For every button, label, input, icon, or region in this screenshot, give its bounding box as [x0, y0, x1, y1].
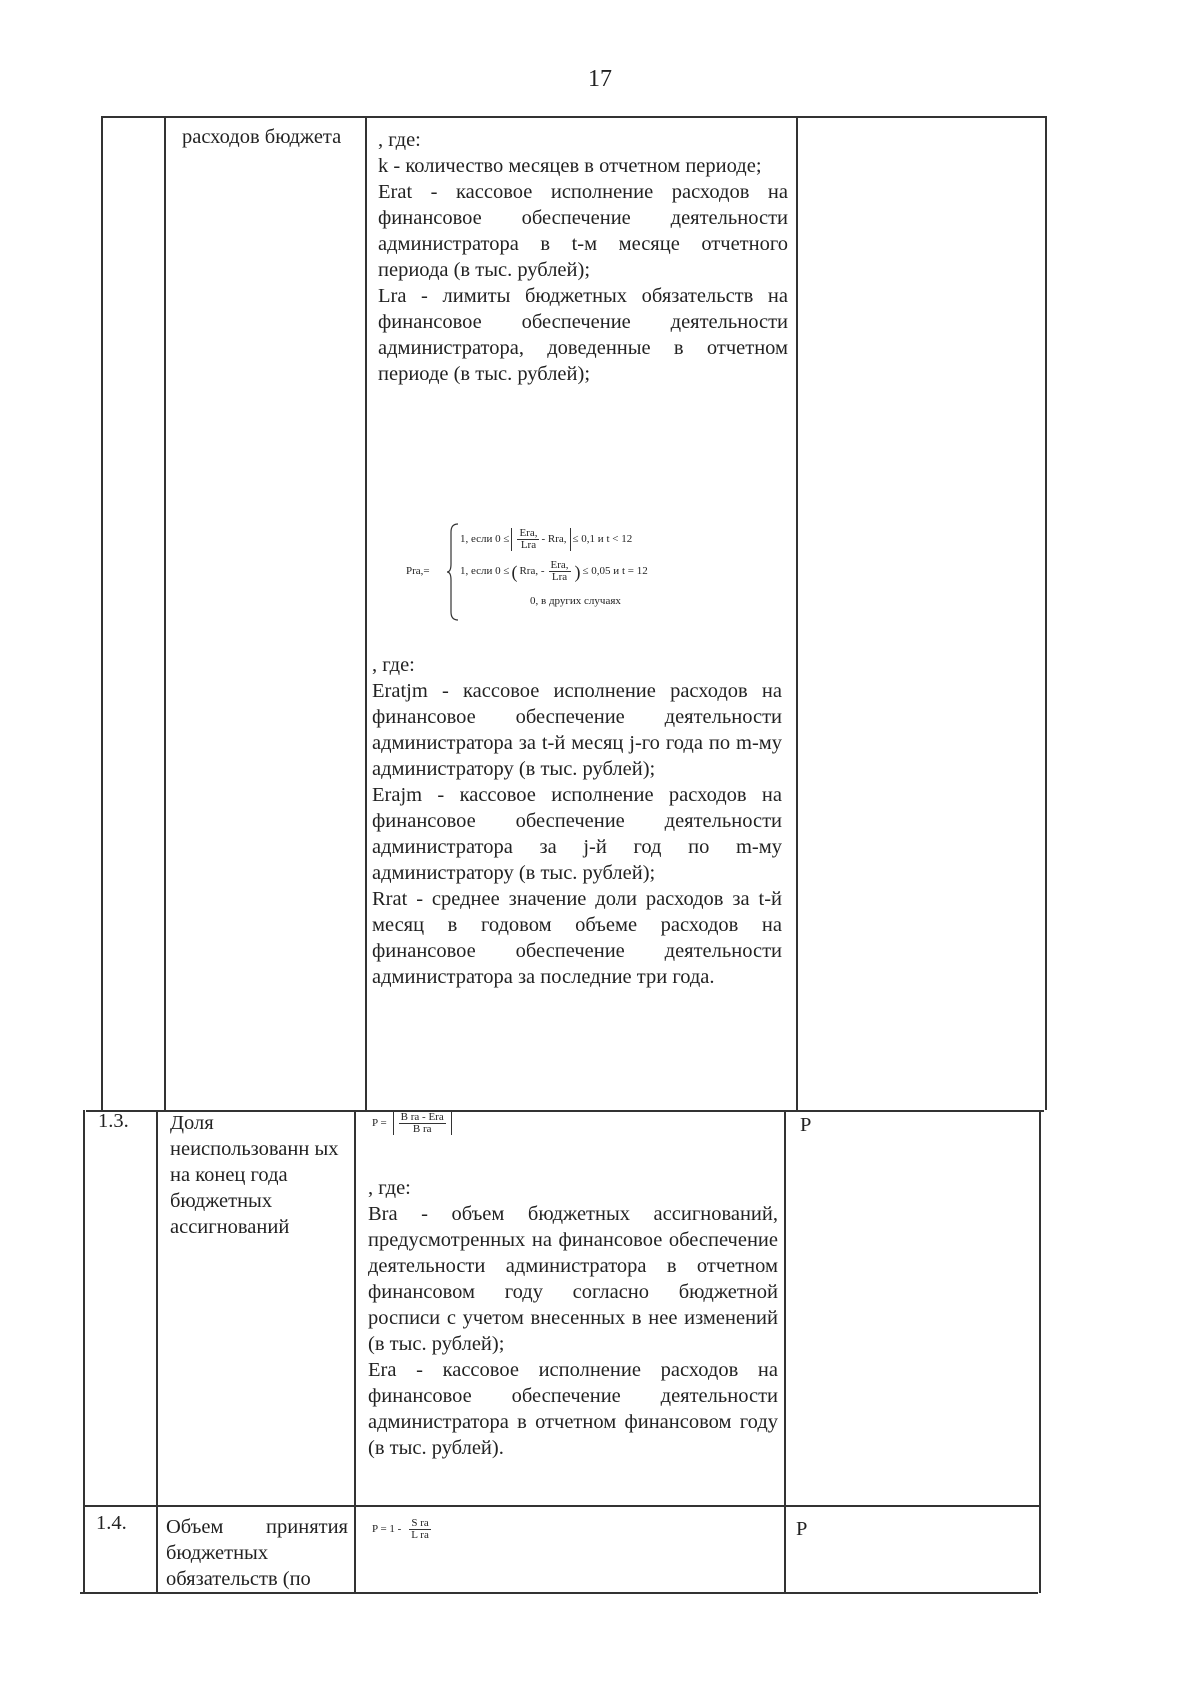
description-paragraph: Erat - кассовое исполнение расходов на финансовое обеспечение деятельности администратора в t-м месяце отчетного периода (в тыс. рублей); — [378, 181, 788, 281]
indicator-unit: P — [800, 1114, 812, 1136]
frac-denominator: B ra — [412, 1123, 432, 1135]
condition-text: ≤ 0,05 и t = 12 — [582, 565, 648, 577]
frac-numerator: S ra — [411, 1517, 429, 1529]
formula-cell — [368, 1175, 778, 1461]
brace-icon — [446, 522, 460, 622]
frac-denominator: Lra — [551, 571, 568, 583]
frac-denominator: Lra — [520, 539, 537, 551]
description-paragraph: , где: — [372, 654, 415, 676]
formula-lhs: Pra,= — [406, 565, 430, 577]
column-divider — [156, 1110, 158, 1593]
table-right-border — [1045, 116, 1047, 1110]
formula-cell — [378, 127, 788, 387]
abs-value — [393, 1112, 452, 1135]
table-bottom-border — [80, 1592, 1038, 1594]
formula-1-3 — [372, 1112, 452, 1135]
column-divider — [784, 1110, 786, 1593]
indicator-name: Доля неиспользованн ых на конец года бюджетных ассигнований — [170, 1112, 339, 1238]
formula-term: - Rra, — [541, 533, 567, 545]
formula-term: Rra, - — [519, 565, 545, 577]
frac-numerator: B ra - Era — [400, 1111, 444, 1123]
page-number: 17 — [588, 66, 612, 92]
description-paragraph: , где: — [378, 129, 421, 151]
column-divider — [796, 116, 798, 1110]
table-top-border — [101, 116, 1046, 118]
indicator-unit: P — [796, 1518, 808, 1540]
piecewise-formula: Pra,= 1, если 0 ≤ $\frac{\text{Era,}}{\text{Lra}}$ - Rra, ≤ 0,1 и t < 12 1, если 0 ≤ ( Rra, - $\frac{\text{Era,}}{\text{Lra}}$ ) ≤ 0,05 и t = 12 0, в других случаях — [404, 522, 774, 622]
table-right-border — [1039, 1110, 1041, 1593]
formula-1-4 — [372, 1518, 433, 1541]
description-paragraph: Era - кассовое исполнение расходов на финансовое обеспечение деятельности администратора в отчетном финансовом году (в тыс. рублей). — [368, 1359, 778, 1459]
indicator-name-cell — [166, 1514, 348, 1592]
abs-value — [511, 528, 570, 551]
column-divider — [365, 116, 367, 1110]
indicator-name: Объем принятия бюджетных обязательств (по — [166, 1516, 348, 1590]
row-number: 1.3. — [98, 1110, 129, 1132]
column-divider — [354, 1110, 356, 1593]
description-paragraph: Lra - лимиты бюджетных обязательств на финансовое обеспечение деятельности администратора, доведенные в отчетном периоде (в тыс. рублей); — [378, 285, 788, 385]
table-row-divider — [83, 1505, 1041, 1507]
indicator-name-cell — [182, 124, 352, 150]
condition-text: 1, если 0 ≤ — [460, 565, 510, 577]
description-paragraph: Bra - объем бюджетных ассигнований, предусмотренных на финансовое обеспечение деятельности администратора в отчетном финансовом году согласно бюджетной росписи с учетом внесенных в нее изменений (в тыс. рублей); — [368, 1203, 778, 1355]
formula-cell-continued — [372, 652, 782, 990]
column-divider — [164, 116, 166, 1110]
table-left-border — [101, 116, 103, 1110]
description-paragraph: Eratjm - кассовое исполнение расходов на финансовое обеспечение деятельности администратора за t-й месяц j-го года по m-му администратору (в тыс. рублей); — [372, 680, 782, 780]
frac-numerator: Era, — [519, 527, 538, 539]
condition-text: 1, если 0 ≤ — [460, 533, 510, 545]
description-paragraph: , где: — [368, 1177, 411, 1199]
description-paragraph: Rrat - среднее значение доли расходов за t-й месяц в годовом объеме расходов на финансовое обеспечение деятельности администратора за последние три года. — [372, 888, 782, 988]
description-paragraph: Erajm - кассовое исполнение расходов на финансовое обеспечение деятельности администратора за j-й год по m-му администратору (в тыс. рублей); — [372, 784, 782, 884]
frac-denominator: L ra — [411, 1529, 429, 1541]
condition-text: ≤ 0,1 и t < 12 — [572, 533, 633, 545]
condition-text: 0, в других случаях — [530, 595, 621, 607]
formula-lhs: P = — [372, 1117, 387, 1129]
row-number: 1.4. — [96, 1512, 127, 1534]
formula-lhs: P = 1 - — [372, 1523, 402, 1535]
description-paragraph: k - количество месяцев в отчетном периоде; — [378, 155, 762, 177]
indicator-name-cell — [170, 1110, 350, 1240]
frac-numerator: Era, — [550, 559, 569, 571]
table-left-border — [83, 1110, 85, 1593]
indicator-name: расходов бюджета — [182, 126, 342, 148]
